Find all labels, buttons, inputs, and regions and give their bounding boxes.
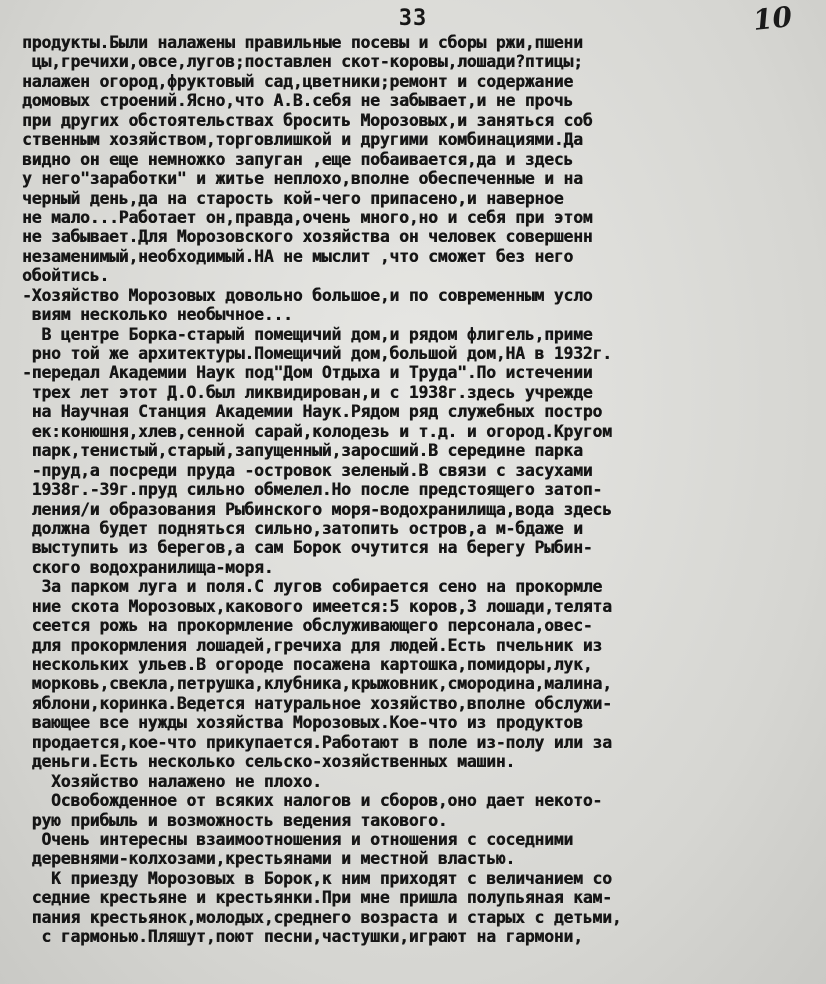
text-line: домовых строений.Ясно,что А.В.себя не забывает,и не прочь — [22, 91, 574, 111]
text-line: трех лет этот Д.О.был ликвидирован,и с 1938г.здесь учрежде — [22, 382, 593, 402]
text-line: для прокормления лошадей,гречиха для людей.Есть пчельник из — [22, 635, 603, 655]
text-line: нескольких ульев.В огороде посажена картошка,помидоры,лук, — [22, 655, 593, 674]
text-line: яблони,коринка.Ведется натуральное хозяйство,вполне обслужи- — [22, 693, 612, 713]
body-text — [22, 33, 812, 947]
text-line: на Научная Станция Академии Наук.Рядом ряд служебных постро — [22, 402, 603, 422]
handwritten-sheet-number: 10 — [751, 0, 794, 37]
text-line: -передал Академии Наук под"Дом Отдыха и Труда".По истечении — [22, 363, 593, 383]
text-line: седние крестьяне и крестьянки.При мне пришла полупьяная кам- — [22, 888, 612, 908]
text-line: ственным хозяйством,торговлишкой и другими комбинациями.Да — [22, 130, 583, 150]
text-line: ского водохранилища-моря. — [22, 557, 274, 577]
text-line: В центре Борка-старый помещичий дом,и рядом флигель,приме — [22, 324, 593, 344]
text-line: продается,кое-что прикупается.Работают в поле из-полу или за — [22, 732, 612, 752]
text-line: Хозяйство налажено не плохо. — [22, 771, 322, 791]
page-number: 33 — [398, 6, 428, 31]
text-line: налажен огород,фруктовый сад,цветники;ремонт и содержание — [22, 71, 574, 91]
text-line: при других обстоятельствах бросить Морозовых,и заняться соб — [22, 110, 593, 130]
text-line: с гармонью.Пляшут,поют песни,частушки,играют на гармони, — [22, 927, 583, 947]
text-line: ние скота Морозовых,какового имеется:5 коров,3 лошади,телята — [22, 596, 612, 616]
text-line: незаменимый,необходимый.НА не мыслит ,что сможет без него — [22, 246, 574, 266]
text-line: За парком луга и поля.С лугов собирается сено на прокормле — [22, 577, 603, 597]
text-line: деревнями-колхозами,крестьянами и местной властью. — [22, 849, 516, 869]
text-line: вающее все нужды хозяйства Морозовых.Кое-что из продуктов — [22, 713, 583, 733]
text-line: -Хозяйство Морозовых довольно большое,и по современным усло — [22, 285, 593, 305]
text-line: должна будет подняться сильно,затопить остров,а м-бдаже и — [22, 518, 583, 538]
text-line: пания крестьянок,молодых,среднего возраста и старых с детьми, — [22, 907, 622, 927]
text-line: К приезду Морозовых в Борок,к ним приходят с величанием со — [22, 868, 612, 888]
text-line: Очень интересны взаимоотношения и отношения с соседними — [22, 829, 574, 849]
text-line: у него"заработки" и житье неплохо,вполне обеспеченные и на — [22, 169, 583, 189]
text-line: рую прибыль и возможность ведения такового. — [22, 810, 448, 830]
text-line: деньги.Есть несколько сельско-хозяйственных машин. — [22, 752, 516, 772]
text-line: рно той же архитектуры.Помещичий дом,большой дом,НА в 1932г. — [22, 344, 612, 363]
text-line: ек:конюшня,хлев,сенной сарай,колодезь и т.д. и огород.Кругом — [22, 421, 612, 441]
text-line: цы,гречихи,овсе,лугов;поставлен скот-коровы,лошади?птицы; — [22, 52, 583, 72]
text-line: обойтись. — [22, 266, 110, 286]
text-line: ления/и образования Рыбинского моря-водохранилища,вода здесь — [22, 499, 612, 519]
text-line: 1938г.-39г.пруд сильно обмелел.Но после предстоящего затоп- — [22, 480, 603, 500]
text-line: Освобожденное от всяких налогов и сборов,оно дает некото- — [22, 791, 603, 811]
text-line: сеется рожь на прокормление обслуживающего персонала,овес- — [22, 616, 593, 636]
text-line: выступить из берегов,а сам Борок очутится на берегу Рыбин- — [22, 538, 593, 558]
text-line: не мало...Работает он,правда,очень много,но и себя при этом — [22, 207, 593, 227]
text-line: парк,тенистый,старый,запущенный,заросший.В середине парка — [22, 441, 583, 461]
text-line: морковь,свекла,петрушка,клубника,крыжовник,смородина,малина, — [22, 674, 612, 694]
text-line: виям несколько необычное... — [22, 305, 293, 325]
text-line: -пруд,а посреди пруда -островок зеленый.В связи с засухами — [22, 460, 593, 480]
text-line: продукты.Были налажены правильные посевы и сборы ржи,пшени — [22, 33, 583, 52]
text-line: черный день,да на старость кой-чего припасено,и наверное — [22, 188, 564, 208]
text-line: видно он еще немножко запуган ,еще побаивается,да и здесь — [22, 149, 574, 169]
text-line: не забывает.Для Морозовского хозяйства он человек совершенн — [22, 227, 593, 247]
